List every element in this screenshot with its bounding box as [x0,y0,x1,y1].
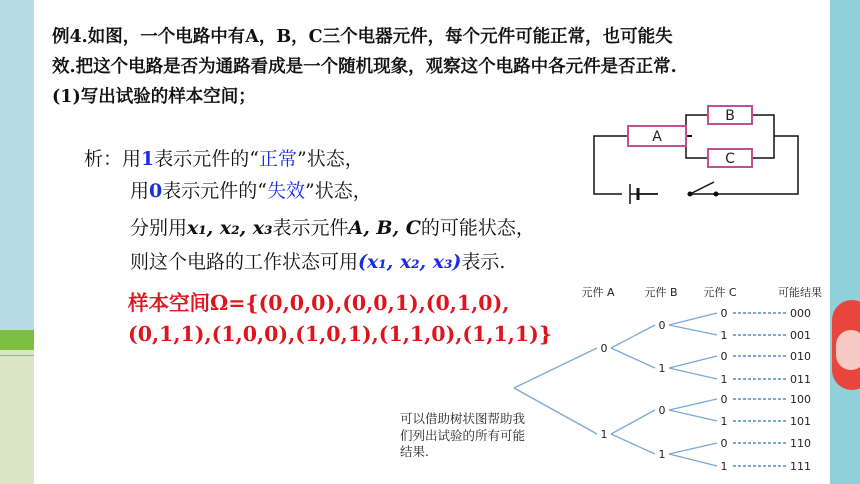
tree-branch-level-3 [669,399,717,410]
tree-result: 111 [790,460,811,473]
tree-node-c: 0 [720,393,728,406]
tree-branch-level-3 [669,443,717,454]
tree-result: 001 [790,329,811,342]
tree-labels [601,307,812,473]
tree-node-c: 1 [720,415,728,428]
solution-line-3-mid: 表示元件 [272,217,349,239]
tree-header-c: 元件 C [703,286,737,299]
tree-branch-level-3 [669,368,717,379]
tree-node-b: 0 [658,319,666,332]
sample-space-line-2: (0,1,1),(1,0,0),(1,0,1),(1,1,0),(1,1,1)} [128,322,553,346]
tree-branch-level-2 [611,348,655,368]
tree-branch-level-2 [611,410,655,434]
state-variables: x₁, x₂, x₃ [187,217,273,239]
tree-node-c: 0 [720,437,728,450]
tree-header-a: 元件 A [581,286,615,299]
tree-branch-level-3 [669,454,717,466]
tree-node-c: 1 [720,460,728,473]
tree-branches [514,313,786,466]
component-names: A, B, C [348,217,421,239]
solution-line-1-lead: 析：用 [84,148,142,170]
component-c-label: C [725,151,735,167]
solution-line-2-mid: 表示元件的“ [162,180,267,202]
tree-header-b: 元件 B [644,286,678,299]
normal-digit: 1 [141,148,155,170]
solution-line-3-tail: 的可能状态， [420,217,535,239]
tree-node-c: 0 [720,307,728,320]
state-tuple: (x₁, x₂, x₃) [358,251,462,273]
solution-line-1-mid: 表示元件的“ [154,148,259,170]
solution-line-2-tail: ”状态， [304,180,372,202]
sample-space-line-1: 样本空间Ω={(0,0,0),(0,0,1),(0,1,0), [128,291,510,315]
tree-branch-level-3 [669,410,717,421]
tree-node-c: 0 [720,350,728,363]
tree-branch-level-2 [611,325,655,348]
tree-node-b: 1 [658,362,666,375]
normal-word: 正常 [258,148,297,170]
tree-branch-level-3 [669,325,717,335]
tree-branch-level-2 [611,434,655,454]
tree-result: 011 [790,373,811,386]
solution-line-3-lead: 分别用 [130,217,188,239]
problem-line-2: 效.把这个电路是否为通路看成是一个随机现象，观察这个电路中各元件是否正常. [52,57,677,77]
tree-branch-level-1 [514,348,597,388]
tree-branch-level-3 [669,356,717,368]
tree-node-b: 0 [658,404,666,417]
tree-hint-note: 可以借助树状图帮助我们列出试验的所有可能结果. [400,411,526,459]
tree-branch-level-3 [669,313,717,325]
solution-line-1-tail: ”状态， [296,148,364,170]
tree-result: 101 [790,415,811,428]
tree-result: 000 [790,307,811,320]
tree-node-b: 1 [658,448,666,461]
problem-line-3: (1)写出试验的样本空间； [52,87,256,107]
tree-header-results: 可能结果 [778,286,822,299]
tree-node-c: 1 [720,329,728,342]
solution-line-2-lead: 用 [130,180,150,202]
solution-line-4-lead: 则这个电路的工作状态可用 [130,251,359,273]
failure-word: 失效 [266,180,305,202]
component-a-label: A [652,129,662,145]
solution-line-4-tail: 表示. [461,251,506,273]
tree-result: 100 [790,393,811,406]
component-b-label: B [725,108,735,124]
tree-node-a: 1 [600,428,608,441]
problem-line-1: 例4.如图，一个电路中有A，B，C三个电器元件，每个元件可能正常，也可能失 [52,27,673,47]
tree-result: 010 [790,350,811,363]
tree-node-a: 0 [600,342,608,355]
tree-result: 110 [790,437,811,450]
tree-node-c: 1 [720,373,728,386]
failure-digit: 0 [149,180,163,202]
